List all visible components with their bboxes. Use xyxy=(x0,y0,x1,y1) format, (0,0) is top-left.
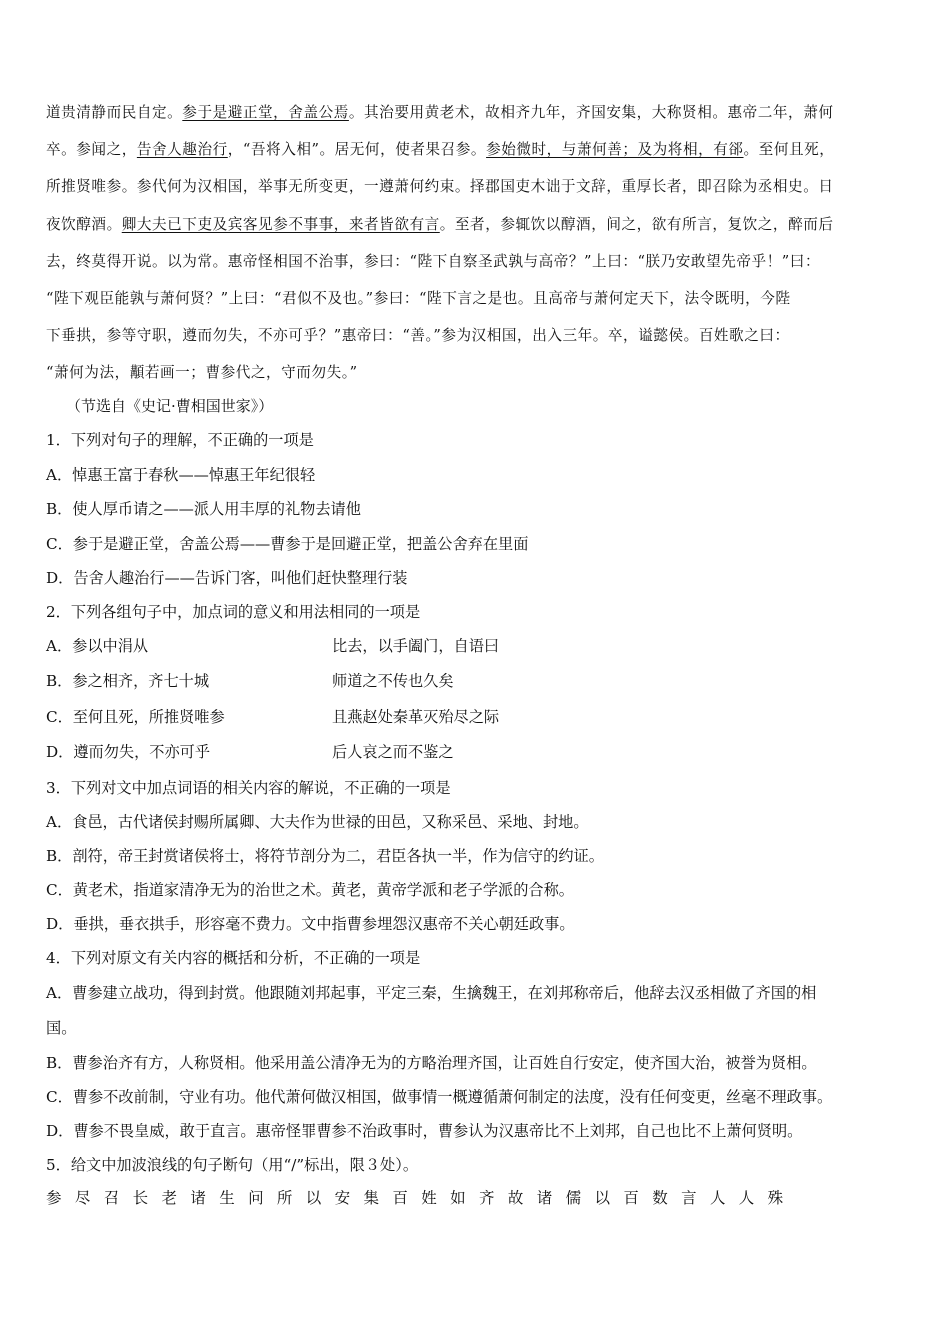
question-5-stem: 5．给文中加波浪线的句子断句（用“/”标出，限３处）。 xyxy=(46,1156,419,1174)
source-citation: （节选自《史记·曹相国世家》） xyxy=(66,397,274,415)
underlined-sentence: 参于是避正堂，舍盖公焉 xyxy=(182,104,349,121)
passage-line: “萧何为法，顜若画一；曹参代之，守而勿失。” xyxy=(46,364,358,382)
question-2-stem: 2．下列各组句子中，加点词的意义和用法相同的一项是 xyxy=(46,603,421,621)
option-left: C．至何且死，所推贤唯参 xyxy=(46,708,225,726)
question-4-option-a-continued: 国。 xyxy=(46,1019,77,1037)
text-run: 。至者，参辄饮以醇酒，间之，欲有所言，复饮之，醉而后 xyxy=(439,215,834,233)
passage-line: 去，终莫得开说。以为常。惠帝怪相国不治事，参曰：“陛下自察圣武孰与高帝？”上曰：“朕乃安敢望先帝乎！”曰： xyxy=(46,252,821,270)
question-1-option-a: A．悼惠王富于春秋——悼惠王年纪很轻 xyxy=(46,466,316,484)
question-4-option-b: B．曹参治齐有方，人称贤相。他采用盖公清净无为的方略治理齐国，让百姓自行安定，使齐国大治，被誉为贤相。 xyxy=(46,1054,817,1072)
question-3-stem: 3．下列对文中加点词语的相关内容的解说，不正确的一项是 xyxy=(46,779,451,797)
option-left: A．参以中涓从 xyxy=(46,637,149,655)
passage-line: 所推贤唯参。参代何为汉相国，举事无所变更，一遵萧何约束。择郡国吏木诎于文辞，重厚长者，即召除为丞相史。日 xyxy=(46,178,834,196)
option-left: D．遵而勿失，不亦可乎 xyxy=(46,743,211,761)
question-2-option-b xyxy=(46,670,916,691)
passage-line xyxy=(46,206,912,243)
option-left: B．参之相齐，齐七十城 xyxy=(46,672,210,690)
text-run: 。其治要用黄老术，故相齐九年，齐国安集，大称贤相。惠帝二年，萧何 xyxy=(348,104,834,121)
question-4-option-c: C．曹参不改前制，守业有功。他代萧何做汉相国，做事情一概遵循萧何制定的法度，没有任何变更，丝毫不理政事。 xyxy=(46,1088,833,1106)
question-4-option-d: D．曹参不畏皇威，敢于直言。惠帝怪罪曹参不治政事时，曹参认为汉惠帝比不上刘邦，自己也比不上萧何贤明。 xyxy=(46,1122,803,1140)
option-right: 师道之不传也久矣 xyxy=(332,672,454,690)
text-run: ，“吾将入相”。居无何，使者果召参。 xyxy=(227,141,487,159)
question-4-option-a: A．曹参建立战功，得到封赏。他跟随刘邦起事，平定三秦，生擒魏王，在刘邦称帝后，他辞去汉丞相做了齐国的相 xyxy=(46,984,817,1002)
question-1-option-c: C．参于是避正堂，舍盖公焉——曹参于是回避正堂，把盖公舍弃在里面 xyxy=(46,535,529,553)
question-1-stem: 1．下列对句子的理解，不正确的一项是 xyxy=(46,431,314,449)
text-run: 夜饮醇酒。 xyxy=(46,215,122,233)
question-1-option-b: B．使人厚币请之——派人用丰厚的礼物去请他 xyxy=(46,500,361,518)
question-3-option-d: D．垂拱，垂衣拱手，形容毫不费力。文中指曹参埋怨汉惠帝不关心朝廷政事。 xyxy=(46,915,575,933)
option-right: 比去，以手阖门，自语曰 xyxy=(332,637,500,655)
question-3-option-c: C．黄老术，指道家清净无为的治世之术。黄老，黄帝学派和老子学派的合称。 xyxy=(46,881,574,899)
underlined-sentence: 参始微时，与萧何善；及为将相，有郤 xyxy=(486,141,744,159)
option-right: 且燕赵处秦革灭殆尽之际 xyxy=(332,708,500,726)
classical-passage xyxy=(46,94,912,392)
underlined-sentence: 卿大夫已下吏及宾客见参不事事，来者皆欲有言 xyxy=(121,215,440,233)
question-2-option-a xyxy=(46,635,916,656)
text-run: 。至何且死， xyxy=(743,141,835,159)
question-1-option-d: D．告舍人趣治行——告诉门客，叫他们赶快整理行装 xyxy=(46,569,408,587)
option-right: 后人哀之而不鉴之 xyxy=(332,743,454,761)
passage-line: “陛下观臣能孰与萧何贤？”上曰：“君似不及也。”参曰：“陛下言之是也。且高帝与萧何定天下，法令既明，今陛 xyxy=(46,290,791,308)
passage-line: 下垂拱，参等守职，遵而勿失，不亦可乎？”惠帝曰：“善。”参为汉相国，出入三年。卒，谥懿侯。百姓歌之曰： xyxy=(46,327,790,345)
passage-line xyxy=(46,131,912,168)
question-3-option-a: A．食邑，古代诸侯封赐所属卿、大夫作为世禄的田邑，又称采邑、采地、封地。 xyxy=(46,813,589,831)
question-2-option-c xyxy=(46,706,916,727)
question-3-option-b: B．剖符，帝王封赏诸侯将士，将符节剖分为二，君臣各执一半，作为信守的约证。 xyxy=(46,847,604,865)
text-run: 道贵清静而民自定。 xyxy=(46,104,183,121)
question-4-stem: 4．下列对原文有关内容的概括和分析，不正确的一项是 xyxy=(46,949,421,967)
question-2-option-d xyxy=(46,741,916,762)
punctuation-sequence: 参 尽 召 长 老 诸 生 问 所 以 安 集 百 姓 如 齐 故 诸 儒 以 百 数 言 人 人 殊 xyxy=(46,1189,784,1207)
underlined-sentence: 告舍人趣治行 xyxy=(136,141,228,159)
passage-line xyxy=(46,94,912,131)
text-run: 卒。参闻之， xyxy=(46,141,137,159)
